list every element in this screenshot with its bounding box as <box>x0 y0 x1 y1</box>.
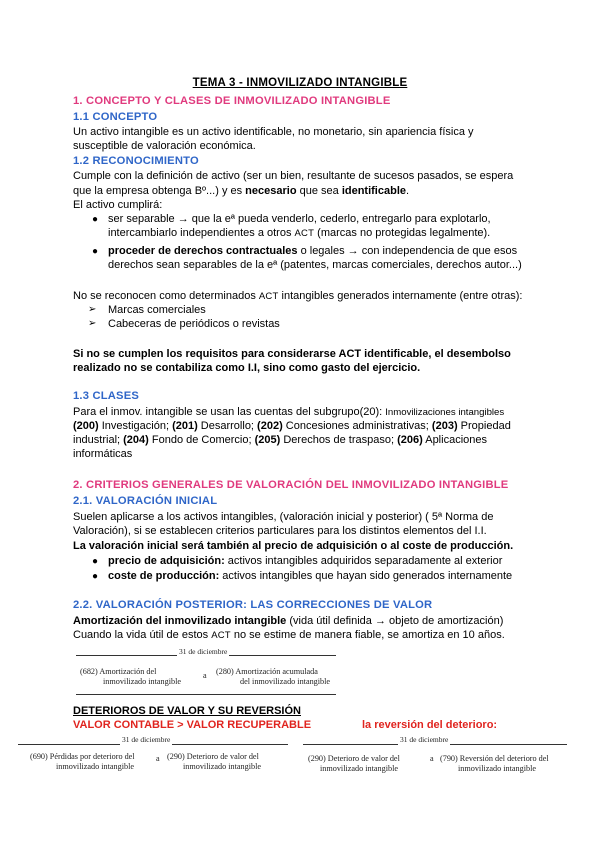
act-text: ACT <box>258 291 279 302</box>
entry-debit-line-1: (290) Deterioro de valor del <box>308 754 400 763</box>
entry-debit-line-2: inmovilizado intangible <box>56 762 134 771</box>
bullet-2-line-1 <box>108 244 517 258</box>
no-reconocen-line <box>73 289 522 304</box>
entry-bottom-line <box>76 694 336 695</box>
text: intangibles generados internamente (entre otras): <box>278 290 523 302</box>
entry-date: 31 de diciembre <box>179 647 228 656</box>
act-text: ACT <box>294 228 315 239</box>
entry-credit-line-2: inmovilizado intangible <box>183 762 261 771</box>
entry-credit-line-1: (280) Amortización acumulada <box>216 667 318 676</box>
text: que sea <box>296 185 342 197</box>
section-2-heading: 2. CRITERIOS GENERALES DE VALORACIÓN DEL INMOVILIZADO INTANGIBLE <box>73 479 509 491</box>
deterioros-heading: DETERIOROS DE VALOR Y SU REVERSIÓN <box>73 705 301 717</box>
bullet-icon: ● <box>92 246 99 257</box>
reversion-heading: la reversión del deterioro: <box>362 719 498 731</box>
bold-text: precio de adquisición: <box>108 555 225 567</box>
valoracion-inicial-bold: La valoración inicial será también al precio de adquisición o al coste de producción. <box>73 540 514 552</box>
valoracion-posterior-line-2 <box>73 628 505 643</box>
no-reconocen-item-1: Marcas comerciales <box>108 304 206 316</box>
text: Cuando la vida útil de estos <box>73 629 212 641</box>
valoracion-inicial-line-1: Suelen aplicarse a los activos intangibles, (valoración inicial y posterior) ( 5ª Norma de <box>73 511 494 523</box>
account-code: (200) <box>73 420 99 432</box>
clases-line-1 <box>73 405 504 420</box>
bullet-icon: ● <box>92 556 99 567</box>
account-code: (206) <box>397 434 423 446</box>
account-code: (203) <box>431 420 458 432</box>
text: Desarrollo; <box>197 420 258 432</box>
subsection-1-3-heading: 1.3 CLASES <box>73 390 140 402</box>
concepto-line-1: Un activo intangible es un activo identificable, no monetario, sin apariencia física y <box>73 126 474 138</box>
bullet-icon: ● <box>92 571 99 582</box>
entry-date: 31 de diciembre <box>122 735 171 744</box>
bullet-1-line-1: ser separable → que la eª pueda venderlo, cederlo, entregarlo para explotarlo, <box>108 213 491 225</box>
text: (marcas no protegidas legalmente). <box>314 227 491 239</box>
text: No se reconocen como determinados <box>73 290 259 302</box>
text: (vida útil definida → objeto de amortización) <box>286 615 504 627</box>
entry-debit-line-1: (682) Amortización del <box>80 667 157 676</box>
arrow-bullet-icon: ➢ <box>88 304 97 315</box>
text: industrial; <box>73 434 124 446</box>
entry-credit-line-2: inmovilizado intangible <box>458 764 536 773</box>
page-title: TEMA 3 - INMOVILIZADO INTANGIBLE <box>192 77 408 89</box>
subsection-1-2-heading: 1.2 RECONOCIMIENTO <box>73 155 199 167</box>
subsection-2-2-heading: 2.2. VALORACIÓN POSTERIOR: LAS CORRECCIONES DE VALOR <box>73 599 433 611</box>
text: o legales → con independencia de que esos <box>297 245 518 257</box>
text: que la empresa obtenga Bº...) y es <box>73 185 246 197</box>
bullet-2-line-2: derechos sean separables de la eª (patentes, marcas comerciales, derechos autor...) <box>108 259 522 271</box>
bold-text: identificable <box>341 185 406 197</box>
subsection-2-1-heading: 2.1. VALORACIÓN INICIAL <box>73 495 218 507</box>
account-code: (205) <box>254 434 281 446</box>
concepto-line-2: susceptible de valoración económica. <box>73 140 256 152</box>
entry-a: a <box>156 754 160 763</box>
bold-text: coste de producción: <box>108 570 220 582</box>
reconocimiento-line-2 <box>73 184 409 198</box>
coste-produccion-item <box>108 569 512 583</box>
text: no se estime de manera fiable, se amortiza en 10 años. <box>230 629 505 641</box>
reconocimiento-line-1: Cumple con la definición de activo (ser un bien, resultante de sucesos pasados, se espera <box>73 170 514 182</box>
text: Derechos de traspaso; <box>280 434 398 446</box>
text: Investigación; <box>98 420 173 432</box>
valoracion-inicial-line-2: Valoración), si se establecen criterios particulares para los distintos elementos del I.I. <box>73 525 487 537</box>
text: Fondo de Comercio; <box>148 434 255 446</box>
bold-note-line-1: Si no se cumplen los requisitos para considerarse ACT identificable, el desembolso <box>73 348 511 360</box>
entry-debit-line-2: inmovilizado intangible <box>320 764 398 773</box>
text: activos intangibles adquiridos separadamente al exterior <box>224 555 503 567</box>
section-1-heading: 1. CONCEPTO Y CLASES DE INMOVILIZADO INTANGIBLE <box>73 95 391 107</box>
reconocimiento-line-3: El activo cumplirá: <box>73 199 163 211</box>
bold-text: Amortización del inmovilizado intangible <box>73 615 287 627</box>
clases-line-4: informáticas <box>73 448 133 460</box>
entry-credit-line-1: (790) Reversión del deterioro del <box>440 754 549 763</box>
entry-credit-line-2: del inmovilizado intangible <box>240 677 331 686</box>
text: . <box>406 185 410 197</box>
account-code: (204) <box>123 434 149 446</box>
clases-line-2 <box>73 419 511 433</box>
text: Para el inmov. intangible se usan las cuentas del subgrupo(20): <box>73 406 386 418</box>
bullet-icon: ● <box>92 214 99 225</box>
act-text: ACT <box>211 630 231 641</box>
text: Aplicaciones <box>422 434 487 446</box>
text: Concesiones administrativas; <box>282 420 432 432</box>
clases-line-3 <box>73 433 487 447</box>
precio-adquisicion-item <box>108 554 502 568</box>
text: activos intangibles que hayan sido generados internamente <box>219 570 513 582</box>
valoracion-posterior-line-1 <box>73 614 503 628</box>
text: Inmovilizaciones intangibles <box>385 407 505 418</box>
bold-note-line-2: realizado no se contabiliza como I.I, sino como gasto del ejercicio. <box>73 362 421 374</box>
entry-debit-line-1: (690) Pérdidas por deterioro del <box>30 752 135 761</box>
subsection-1-1-heading: 1.1 CONCEPTO <box>73 111 158 123</box>
entry-a: a <box>203 671 207 680</box>
bold-text: necesario <box>245 185 297 197</box>
entry-a: a <box>430 754 434 763</box>
no-reconocen-item-2: Cabeceras de periódicos o revistas <box>108 318 280 330</box>
bold-text: proceder de derechos contractuales <box>108 245 298 257</box>
bullet-1-line-2 <box>108 226 490 241</box>
account-code: (201) <box>172 420 198 432</box>
account-code: (202) <box>257 420 283 432</box>
text: Propiedad <box>457 420 511 432</box>
entry-debit-line-2: inmovilizado intangible <box>103 677 181 686</box>
entry-date: 31 de diciembre <box>400 735 449 744</box>
deterioro-condition: VALOR CONTABLE > VALOR RECUPERABLE <box>73 719 312 731</box>
arrow-bullet-icon: ➢ <box>88 318 97 329</box>
text: intercambiarlo independientes a otros <box>108 227 295 239</box>
entry-credit-line-1: (290) Deterioro de valor del <box>167 752 259 761</box>
